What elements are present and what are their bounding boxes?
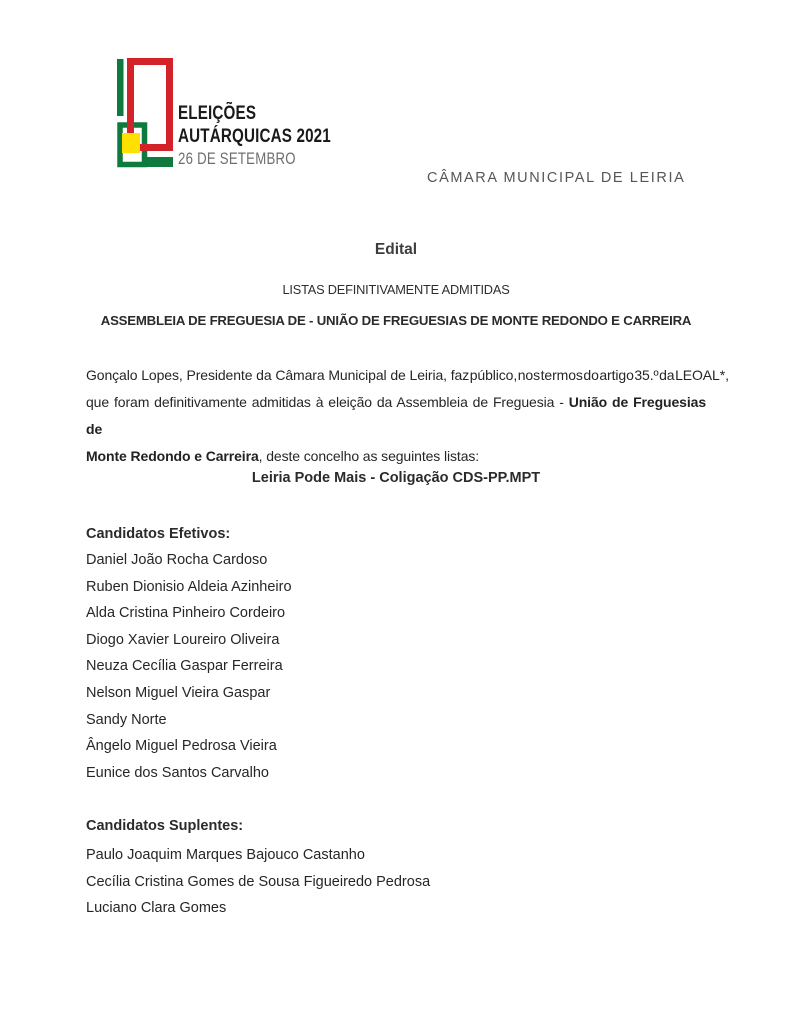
document-subtitle: LISTAS DEFINITIVAMENTE ADMITIDAS bbox=[282, 282, 510, 297]
candidate-name: Ruben Dionisio Aldeia Azinheiro bbox=[86, 578, 292, 595]
intro-line3 bbox=[86, 443, 706, 470]
candidate-name: Paulo Joaquim Marques Bajouco Castanho bbox=[86, 847, 365, 863]
intro-line2-bold: União de Freguesias de bbox=[86, 394, 707, 437]
municipality-name: CÂMARA MUNICIPAL DE LEIRIA bbox=[427, 170, 686, 186]
logo-yellow-square bbox=[122, 133, 140, 153]
substitute-candidates-list bbox=[86, 842, 430, 922]
intro-paragraph bbox=[86, 362, 729, 470]
coalition-list-title: Leiria Pode Mais - Coligação CDS-PP.MPT bbox=[251, 470, 541, 486]
effective-candidates-heading: Candidatos Efetivos: bbox=[86, 526, 231, 542]
intro-line2 bbox=[86, 389, 706, 443]
intro-line3-normal: , deste concelho as seguintes listas: bbox=[258, 448, 480, 464]
logo-green-bottom-bar bbox=[147, 157, 173, 167]
candidate-name: Alda Cristina Pinheiro Cordeiro bbox=[86, 605, 286, 622]
intro-line1 bbox=[86, 362, 729, 389]
document-title: Edital bbox=[374, 241, 418, 258]
effective-candidates-list bbox=[86, 547, 292, 786]
candidate-name: Eunice dos Santos Carvalho bbox=[86, 764, 269, 781]
intro-line3-bold: Monte Redondo e Carreira bbox=[86, 448, 259, 464]
substitute-candidates-heading: Candidatos Suplentes: bbox=[86, 818, 244, 834]
candidate-name: Cecília Cristina Gomes de Sousa Figueiredo Pedrosa bbox=[86, 873, 431, 890]
logo-title-line1: ELEIÇÕES bbox=[178, 103, 257, 124]
candidate-name: Ângelo Miguel Pedrosa Vieira bbox=[86, 738, 277, 755]
autarquicas-2021-logo-icon bbox=[110, 56, 176, 170]
intro-line1-tight: faz público, nos termos do artigo 35.º da LEOAL*, bbox=[450, 367, 729, 383]
logo-date-line: 26 DE SETEMBRO bbox=[178, 150, 296, 168]
candidate-name: Neuza Cecília Gaspar Ferreira bbox=[86, 658, 283, 675]
intro-line1-normal: Gonçalo Lopes, Presidente da Câmara Municipal de Leiria, bbox=[86, 367, 451, 383]
candidate-name: Nelson Miguel Vieira Gaspar bbox=[86, 684, 271, 701]
candidate-name: Diogo Xavier Loureiro Oliveira bbox=[86, 631, 280, 648]
intro-line2-normal: que foram definitivamente admitidas à eleição da Assembleia de Freguesia - bbox=[86, 394, 569, 410]
assembly-heading: ASSEMBLEIA DE FREGUESIA DE - UNIÃO DE FREGUESIAS DE MONTE REDONDO E CARREIRA bbox=[100, 313, 692, 328]
logo-title-line2: AUTÁRQUICAS 2021 bbox=[178, 126, 331, 147]
candidate-name: Daniel João Rocha Cardoso bbox=[86, 552, 268, 568]
logo-text bbox=[178, 102, 369, 170]
candidate-name: Sandy Norte bbox=[86, 711, 167, 728]
candidate-name: Luciano Clara Gomes bbox=[86, 900, 227, 917]
logo-green-bar bbox=[117, 59, 124, 116]
elections-logo bbox=[110, 56, 410, 176]
